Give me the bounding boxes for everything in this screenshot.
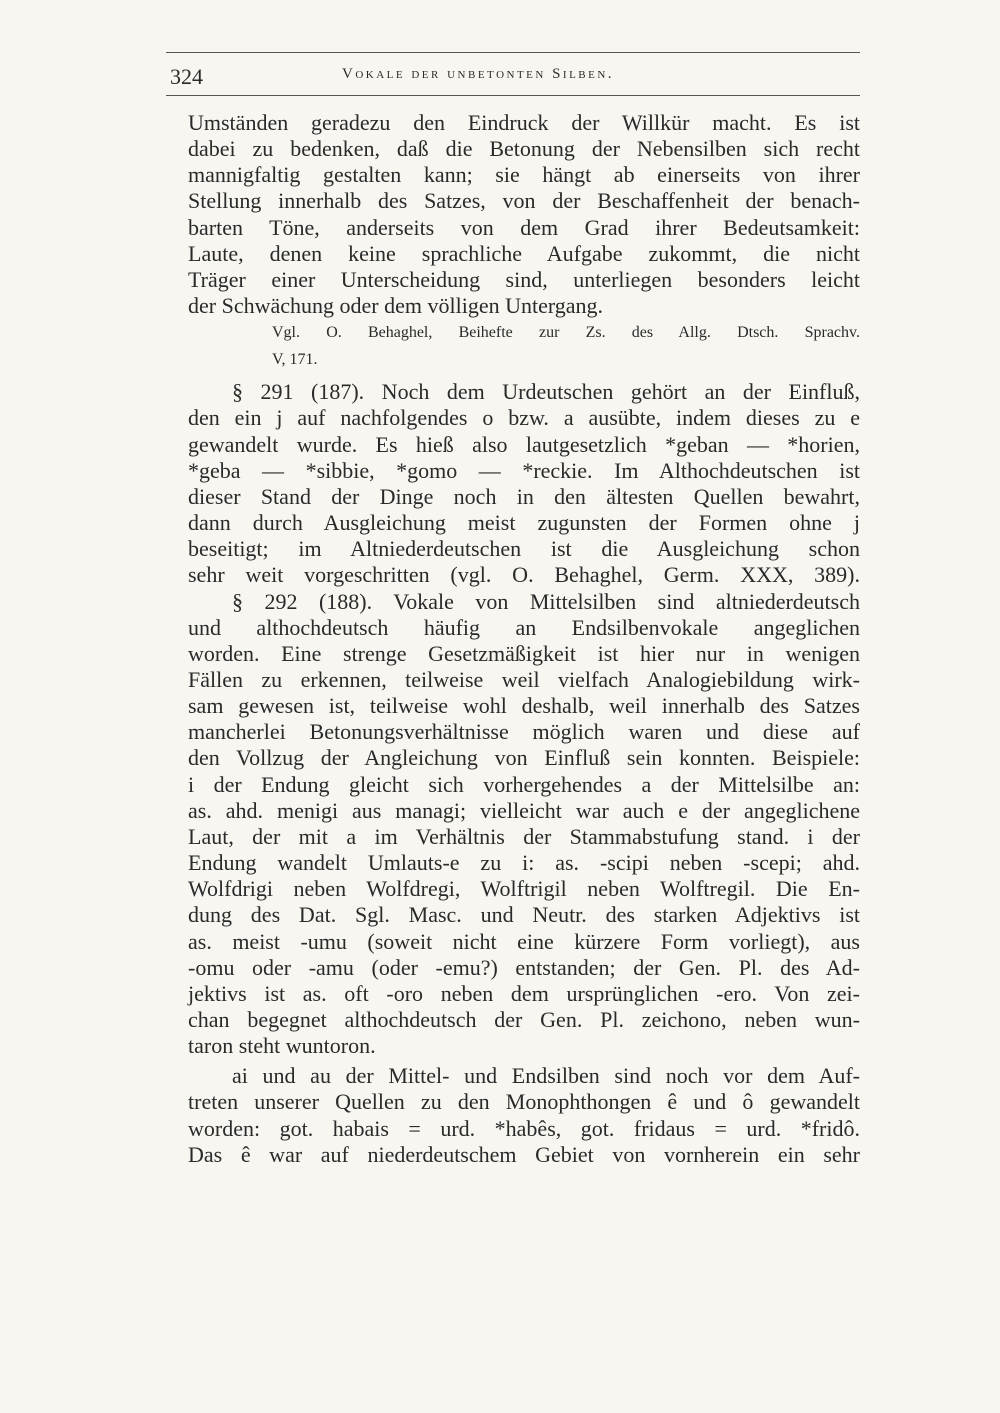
text-line: dabei zu bedenken, daß die Betonung der Nebensilben sich recht <box>188 136 860 162</box>
text-line: beseitigt; im Altniederdeutschen ist die Ausgleichung schon <box>188 536 860 562</box>
text-line: barten Töne, anderseits von dem Grad ihrer Bedeutsamkeit: <box>188 214 860 240</box>
text-line: i der Endung gleicht sich vorhergehendes a der Mittelsilbe an: <box>188 771 860 797</box>
text-line: Wolfdrigi neben Wolfdregi, Wolftrigil neben Wolftregil. Die En- <box>188 876 860 902</box>
text-line: Fällen zu erkennen, teilweise weil vielfach Analogiebildung wirk- <box>188 666 860 692</box>
text-line: jektivs ist as. oft -oro neben dem ursprünglichen -ero. Von zei- <box>188 980 860 1006</box>
section-291-line: § 291 (187). Noch dem Urdeutschen gehört an der Einfluß, <box>232 379 860 405</box>
text-line: *geba — *sibbie, *gomo — *reckie. Im Althochdeutschen ist <box>188 457 860 483</box>
text-line: Umständen geradezu den Eindruck der Willkür macht. Es ist <box>188 110 860 135</box>
text-line: dung des Dat. Sgl. Masc. und Neutr. des starken Adjektivs ist <box>188 902 860 928</box>
text-line: Das ê war auf niederdeutschem Gebiet von vornherein ein sehr <box>188 1141 860 1167</box>
page-number: 324 <box>170 64 203 89</box>
paragraph-start-line: ai und au der Mittel- und Endsilben sind noch vor dem Auf- <box>232 1063 860 1089</box>
text-line: Träger einer Unterscheidung sind, unterliegen besonders leicht <box>188 266 860 292</box>
text-line: dieser Stand der Dinge noch in den ältesten Quellen bewahrt, <box>188 483 860 509</box>
running-header <box>166 60 860 92</box>
text-line: sehr weit vorgeschritten (vgl. O. Behaghel, Germ. XXX, 389). <box>188 562 860 588</box>
footnote-line: Vgl. O. Behaghel, Beihefte zur Zs. des Allg. Dtsch. Sprachv. <box>272 324 860 342</box>
text-line: -omu oder -amu (oder -emu?) entstanden; der Gen. Pl. des Ad- <box>188 954 860 980</box>
text-line: mannigfaltig gestalten kann; sie hängt ab einerseits von ihrer <box>188 162 860 188</box>
text-line: mancherlei Betonungsverhältnisse möglich waren und diese auf <box>188 719 860 745</box>
text-line: taron steht wuntoron. <box>188 1033 376 1059</box>
running-title: Vokale der unbetonten Silben. <box>342 66 615 82</box>
text-line: dann durch Ausgleichung meist zugunsten der Formen ohne j <box>188 510 860 536</box>
section-292-line: § 292 (188). Vokale von Mittelsilben sind altniederdeutsch <box>232 588 860 614</box>
text-line: worden: got. habais = urd. *habês, got. fridaus = urd. *fridô. <box>188 1115 860 1141</box>
text-line: Stellung innerhalb des Satzes, von der Beschaffenheit der benach- <box>188 188 860 214</box>
header-rule-bottom <box>166 95 860 96</box>
page-body <box>188 110 860 1168</box>
text-line: Endung wandelt Umlauts-e zu i: as. -scipi neben -scepi; ahd. <box>188 850 860 876</box>
text-line: gewandelt wurde. Es hieß also lautgesetzlich *geban — *horien, <box>188 431 860 457</box>
text-line: as. ahd. menigi aus managi; vielleicht war auch e der angeglichene <box>188 797 860 823</box>
text-line: Laut, der mit a im Verhältnis der Stammabstufung stand. i der <box>188 823 860 849</box>
text-line: den ein j auf nachfolgendes o bzw. a ausübte, indem dieses zu e <box>188 405 860 431</box>
text-line: den Vollzug der Angleichung von Einfluß sein konnten. Beispiele: <box>188 745 860 771</box>
footnote-line: V, 171. <box>272 351 318 369</box>
text-line: und althochdeutsch häufig an Endsilbenvokale angeglichen <box>188 614 860 640</box>
text-line: der Schwächung oder dem völligen Untergang. <box>188 293 604 319</box>
text-line: treten unserer Quellen zu den Monophthongen ê und ô gewandelt <box>188 1089 860 1115</box>
text-line: chan begegnet althochdeutsch der Gen. Pl. zeichono, neben wun- <box>188 1007 860 1032</box>
text-line: Laute, denen keine sprachliche Aufgabe zukommt, die nicht <box>188 240 860 266</box>
text-line: worden. Eine strenge Gesetzmäßigkeit ist hier nur in wenigen <box>188 640 860 666</box>
header-rule-top <box>166 52 860 53</box>
text-line: as. meist -umu (soweit nicht eine kürzere Form vorliegt), aus <box>188 928 860 954</box>
text-line: sam gewesen ist, teilweise wohl deshalb, weil innerhalb des Satzes <box>188 693 860 719</box>
